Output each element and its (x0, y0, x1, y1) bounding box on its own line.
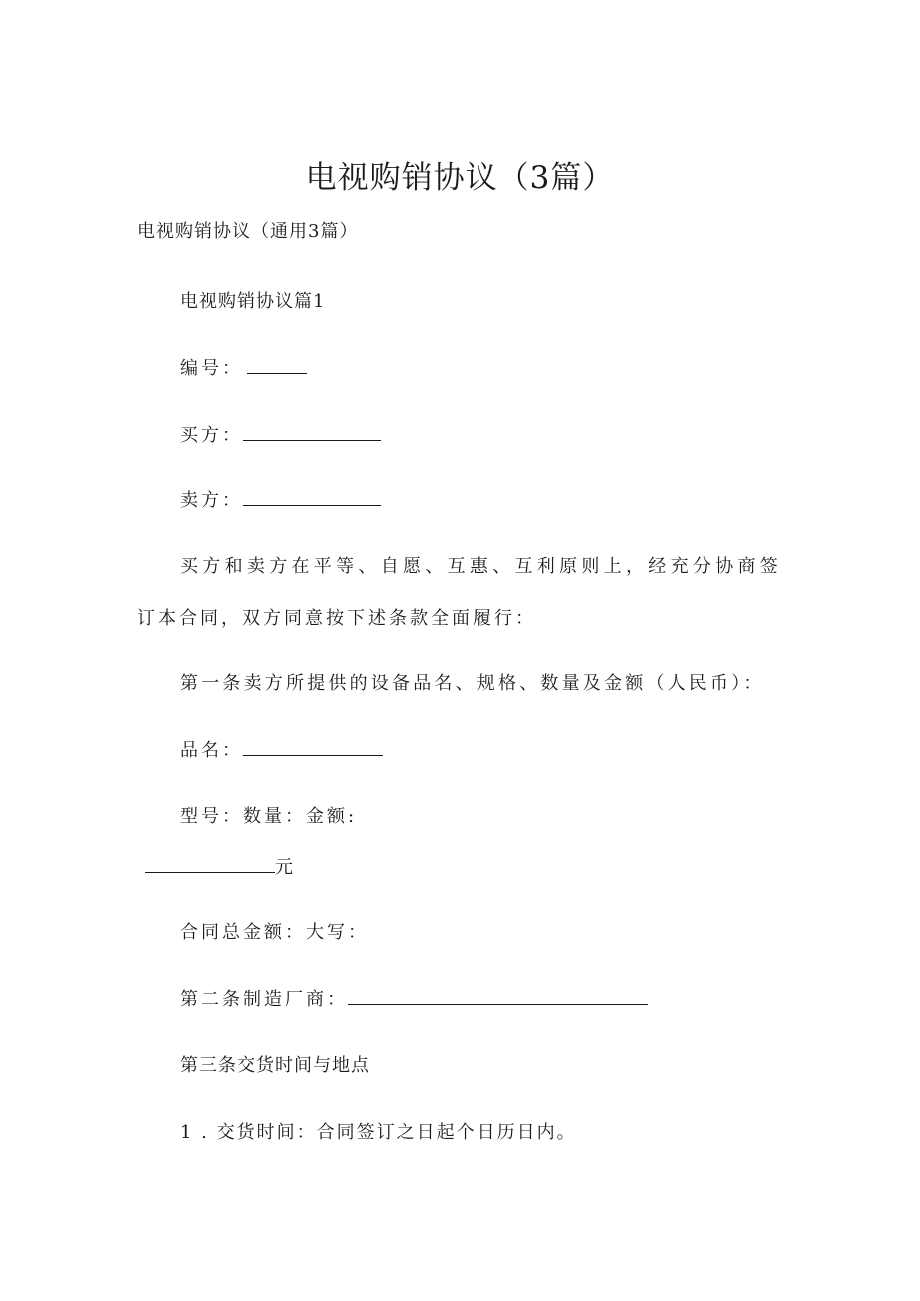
seller-label: 卖方： (180, 490, 243, 511)
model-quantity-amount-line: 型号：数量：金额: (180, 806, 358, 827)
product-label: 品名： (180, 740, 243, 761)
product-line (180, 736, 383, 762)
buyer-line (180, 421, 381, 447)
document-subtitle: 电视购销协议（通用3篇） (137, 221, 359, 242)
buyer-blank (243, 428, 381, 441)
section-heading: 电视购销协议篇1 (180, 291, 326, 312)
article-2-line (180, 985, 648, 1011)
amount-blank (145, 860, 275, 873)
seller-line (180, 486, 381, 512)
number-line (180, 354, 307, 380)
buyer-label: 买方： (180, 425, 243, 446)
amount-line (145, 853, 293, 879)
document-title: 电视购销协议（3篇） (305, 160, 615, 196)
manufacturer-blank (348, 992, 648, 1005)
number-label: 编号： (180, 358, 243, 379)
number-blank (247, 361, 307, 374)
seller-blank (243, 493, 381, 506)
total-amount-line: 合同总金额：大写： (180, 922, 369, 943)
intro-paragraph-line-2: 订本合同，双方同意按下述条款全面履行： (137, 608, 536, 629)
intro-paragraph-line-1: 买方和卖方在平等、自愿、互惠、互利原则上，经充分协商签 (180, 556, 783, 577)
delivery-time-item: 1 . 交货时间：合同签订之日起个日历日内。 (180, 1122, 577, 1143)
yuan-suffix: 元 (275, 857, 293, 878)
product-blank (243, 743, 383, 756)
article-1: 第一条卖方所提供的设备品名、规格、数量及金额（人民币）： (180, 673, 765, 694)
article-2-label: 第二条制造厂商： (180, 989, 348, 1010)
article-3: 第三条交货时间与地点 (180, 1055, 370, 1076)
